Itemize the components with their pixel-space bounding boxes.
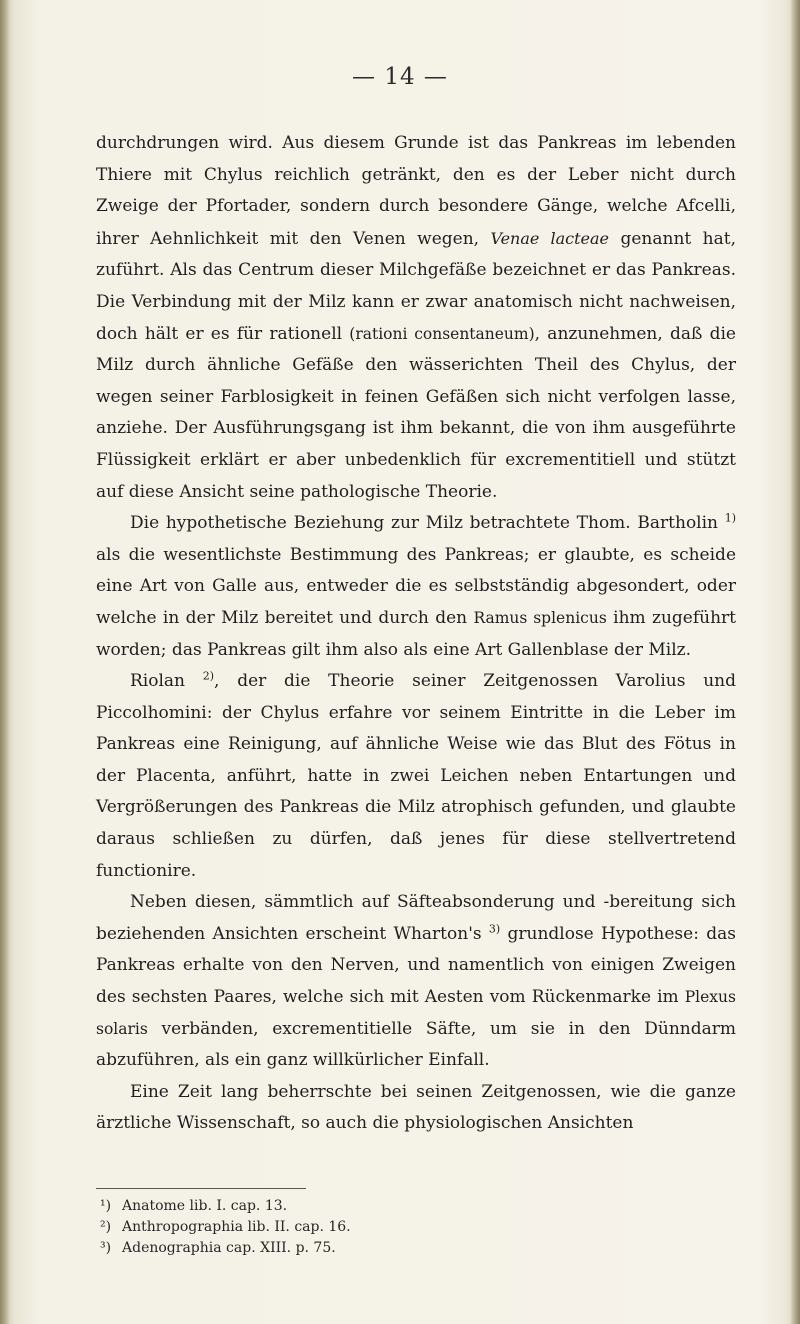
text-run: verbänden, excrementitielle Säfte, um sie in den Dünndarm abzuführen, als ein ganz willkürlicher Einfall. [96,1018,736,1071]
latin-term: Plexus solaris [96,988,736,1038]
footnote-rule [96,1188,306,1189]
latin-term: Venae lacteae [490,228,610,248]
binding-shadow [0,0,10,1324]
text-run: grundlose Hypothese: das Pankreas erhalte von den Nerven, und namentlich von einigen Zweigen des sechsten Paares, welche sich mit Aesten vom Rückenmarke im [96,923,736,1008]
footnote [100,1238,720,1259]
text-run: , anzunehmen, daß die Milz durch ähnliche Gefäße den wässerichten Theil des Chylus, der wegen seiner Farblosigkeit in feinen Gefäßen sich nicht verfolgen lasse, anziehe. Der Ausführungsgang ist ihm bekannt, die von ihm ausgeführte Flüssigkeit erklärt er aber unbedenklich für excrementitiell und stützt auf diese Ansicht seine pathologische Theorie. [96,323,736,502]
page-number: — 14 — [352,64,448,90]
text-run: als die wesentlichste Bestimmung des Pankreas; er glaubte, es scheide eine Art von Galle aus, entweder die es selbstständig abgesondert, oder welche in der Milz bereitet und durch den [96,544,736,628]
text-run: Riolan [130,671,203,692]
text-run: Neben diesen, sämmtlich auf Säfteabsonderung und -bereitung sich beziehenden Ansichten erscheint Wharton's [96,892,736,944]
footnote [100,1217,720,1238]
text-run: Eine Zeit lang beherrschte bei seinen Zeitgenossen, wie die ganze ärztliche Wissenschaft, so auch die physiologischen Ansichten [96,1081,736,1134]
paragraph [96,508,736,666]
footnotes [100,1196,720,1259]
text-run: genannt hat, zuführt. Als das Centrum dieser Milchgefäße bezeichnet er das Pankreas. Die Verbindung mit der Milz kann er zwar anatomisch nicht nachweisen, doch hält er es für rationell [96,228,736,344]
footnote-ref: 2) [202,669,215,683]
footnote-ref: 1) [724,511,736,525]
paragraph [96,128,736,508]
text-run: ihm zugeführt worden; das Pankreas gilt ihm also als eine Art Gallenblase der Milz. [96,607,736,660]
footnote-mark: ²) [100,1219,112,1235]
text-run: Die hypothetische Beziehung zur Milz betrachtete Thom. Bartholin [130,513,725,534]
latin-term: Ramus splenicus [473,608,607,627]
latin-term: (rationi consentaneum) [349,324,535,343]
paragraph [96,887,736,1077]
text-run: , der die Theorie seiner Zeitgenossen Varolius und Piccolhomini: der Chylus erfahre vor seinem Eintritte in die Leber im Pankreas eine Reinigung, auf ähnliche Weise wie das Blut des Fötus in der Placenta, anführt, hatte in zwei Leichen neben Entartungen und Vergrößerungen des Pankreas die Milz atrophisch gefunden, und glaubte daraus schließen zu dürfen, daß jenes für diese stellvertretend functionire. [96,671,736,881]
footnote-mark: ³) [100,1240,112,1256]
footnote-text: Anthropographia lib. II. cap. 16. [122,1219,351,1235]
paragraph [96,1077,736,1140]
body-text [96,128,736,1140]
text-run: durchdrungen wird. Aus diesem Grunde ist das Pankreas im lebenden Thiere mit Chylus reichlich getränkt, den es der Leber nicht durch Zweige der Pfortader, sondern durch besondere Gänge, welche Afcelli, ihrer Aehnlichkeit mit den Venen wegen, [96,133,736,249]
footnote-text: Adenographia cap. XIII. p. 75. [122,1240,336,1256]
page-edge [790,0,800,1324]
footnote-text: Anatome lib. I. cap. 13. [122,1198,288,1214]
footnote-ref: 3) [488,922,501,936]
footnote-mark: ¹) [100,1198,112,1214]
footnote [100,1196,720,1217]
paragraph [96,666,736,887]
